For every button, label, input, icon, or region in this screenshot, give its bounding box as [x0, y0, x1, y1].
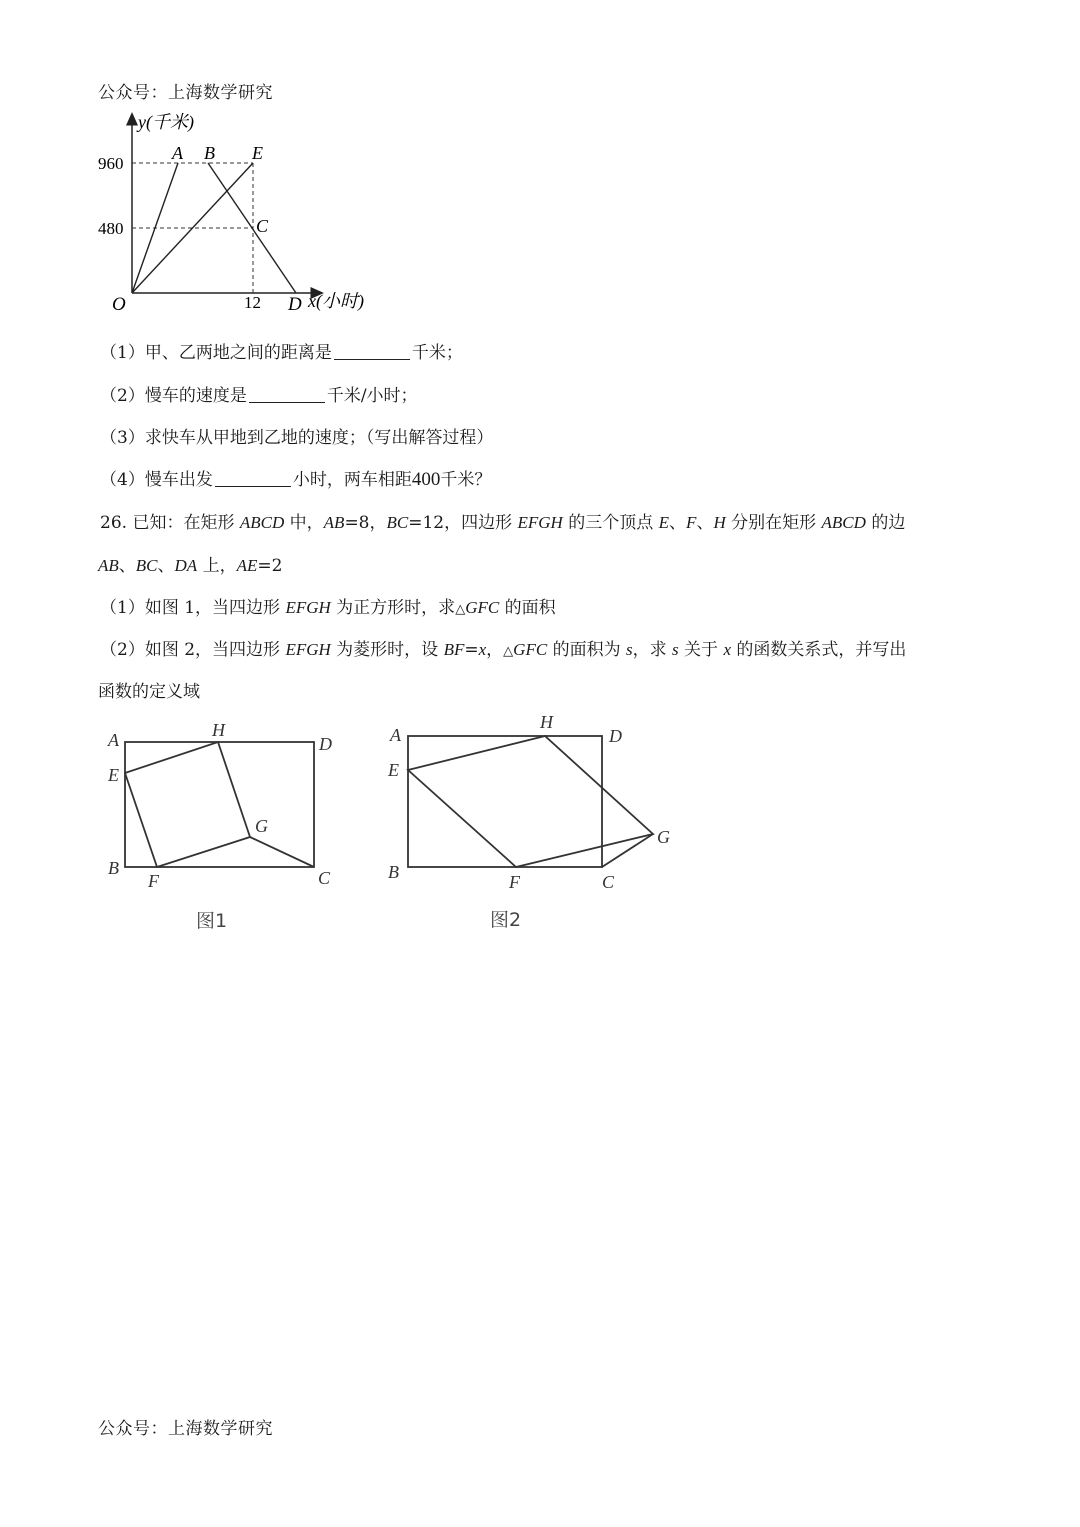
fig1-label-C: C — [318, 868, 331, 888]
fig1-label-G: G — [255, 816, 268, 836]
fig1-label-E: E — [108, 765, 119, 785]
q26-part2: （2）如图 2，当四边形 EFGH 为菱形时，设 BF=x，△GFC 的面积为 s，求 s 关于 x 的函数关系式，并写出 — [100, 640, 907, 660]
footer-source: 公众号：上海数学研究 — [98, 1419, 273, 1439]
q25-part1: （1）甲、乙两地之间的距离是 千米； — [100, 343, 463, 363]
distance-time-graph — [90, 108, 390, 318]
fig2-rect-ABCD — [408, 736, 602, 867]
fig2-label-H: H — [540, 712, 553, 732]
point-C-label: C — [256, 216, 269, 236]
fig2-label-E: E — [388, 760, 399, 780]
q25-part4: （4）慢车出发 小时，两车相距400千米？ — [100, 469, 492, 490]
tick-480: 480 — [98, 219, 124, 238]
tick-960: 960 — [98, 154, 124, 173]
figure-2 — [380, 708, 690, 940]
fig1-label-A: A — [108, 730, 119, 750]
point-A-label: A — [172, 143, 183, 163]
fig1-caption: 图1 — [196, 910, 228, 932]
answer-blank[interactable] — [334, 345, 410, 360]
y-axis-label: y(千米) — [138, 112, 194, 132]
line-OA — [132, 163, 178, 293]
point-D-label: D — [288, 294, 302, 315]
answer-blank[interactable] — [249, 388, 325, 403]
fig2-label-A: A — [390, 725, 401, 745]
answer-blank[interactable] — [215, 472, 291, 487]
fig1-rect-ABCD — [125, 742, 314, 867]
origin-label: O — [112, 294, 126, 315]
fig2-label-D: D — [609, 726, 622, 746]
header-source: 公众号：上海数学研究 — [98, 83, 273, 103]
point-B-label: B — [204, 143, 215, 163]
fig2-rhombus-EFGH — [408, 736, 653, 867]
fig2-caption: 图2 — [490, 909, 522, 931]
fig2-label-G: G — [657, 827, 670, 847]
figure-1 — [100, 715, 350, 940]
q26-part2-line2: 函数的定义域 — [98, 682, 200, 702]
x-axis-label: x(小时) — [308, 291, 364, 311]
fig2-label-B: B — [388, 862, 399, 882]
fig1-label-D: D — [319, 734, 332, 754]
fig2-label-F: F — [509, 872, 520, 892]
q25-part2: （2）慢车的速度是 千米/小时； — [100, 386, 418, 406]
fig1-label-H: H — [212, 720, 225, 740]
q26-line1: 26. 已知：在矩形 ABCD 中，AB=8，BC=12，四边形 EFGH 的三个顶点 E、F、H 分别在矩形 ABCD 的边 — [100, 513, 906, 533]
line-BD — [208, 163, 296, 293]
fig2-label-C: C — [602, 872, 615, 892]
q25-part3: （3）求快车从甲地到乙地的速度；（写出解答过程） — [100, 428, 494, 448]
fig1-label-F: F — [148, 871, 159, 891]
fig1-line-GC — [250, 837, 314, 867]
fig1-square-EFGH — [125, 742, 250, 867]
line-OE — [132, 163, 253, 293]
tick-12: 12 — [244, 293, 261, 312]
fig2-line-GC — [602, 834, 653, 867]
q26-line2: AB、BC、DA 上，AE=2 — [98, 556, 283, 576]
fig1-label-B: B — [108, 858, 119, 878]
point-E-label: E — [252, 143, 263, 163]
q26-part1: （1）如图 1，当四边形 EFGH 为正方形时，求△GFC 的面积 — [100, 598, 556, 618]
